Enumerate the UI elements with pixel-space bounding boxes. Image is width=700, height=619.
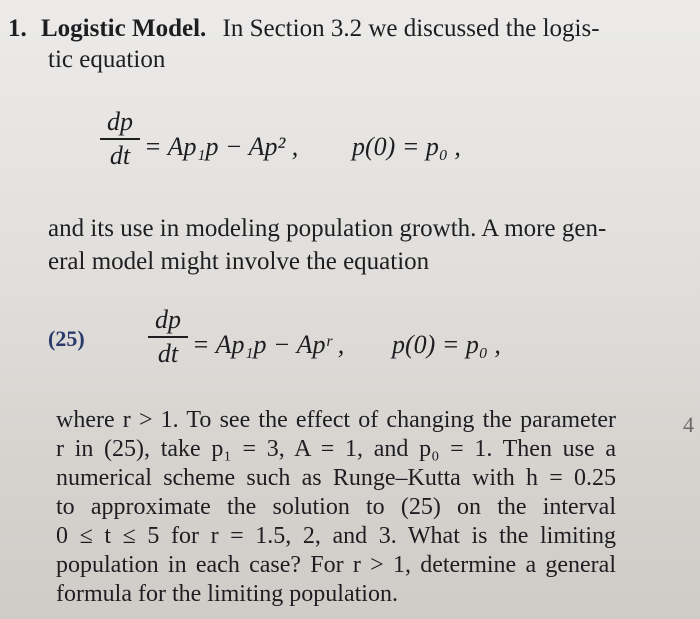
paragraph-line: r in (25), take p₁ = 3, A = 1, and p₀ = 1. Then use a: [56, 436, 616, 462]
fraction-bar: [148, 336, 188, 338]
paragraph-line: to approximate the solution to (25) on the interval: [56, 494, 616, 520]
equation-number-label: (25): [48, 326, 85, 351]
fraction-numerator: dp: [107, 107, 133, 136]
paragraph-line: formula for the limiting population.: [56, 581, 398, 607]
paragraph-line: where r > 1. To see the effect of changing the parameter: [56, 407, 616, 433]
initial-condition: p(0) = p₀ ,: [352, 132, 461, 161]
intro-text-line1: In Section 3.2 we discussed the logis-: [222, 15, 600, 42]
intro-text-line2: tic equation: [48, 46, 166, 73]
margin-fragment: 4: [683, 412, 694, 437]
fraction-numerator: dp: [155, 305, 181, 334]
derivative-fraction: [148, 306, 188, 368]
initial-condition: p(0) = p₀ ,: [392, 330, 501, 359]
problem-number: 1.: [8, 15, 27, 42]
paragraph-line: population in each case? For r > 1, determine a general: [56, 552, 616, 578]
paragraph-line: 0 ≤ t ≤ 5 for r = 1.5, 2, and 3. What is the limiting: [56, 523, 616, 549]
equation-rhs: = Ap₁p − Ap² ,: [144, 132, 299, 161]
problem-instructions: [56, 406, 616, 609]
fraction-denominator: dt: [109, 141, 131, 170]
equation-rhs: = Ap₁p − Apʳ ,: [192, 330, 345, 359]
fraction-bar: [100, 138, 140, 140]
paragraph-line: and its use in modeling population growth. A more gen-: [48, 215, 607, 242]
paragraph-line: eral model might involve the equation: [48, 248, 430, 275]
problem-title: Logistic Model.: [41, 15, 207, 42]
derivative-fraction: [100, 108, 140, 170]
fraction-denominator: dt: [157, 339, 179, 368]
problem-heading: [8, 14, 600, 44]
paragraph-line: numerical scheme such as Runge–Kutta with h = 0.25: [56, 465, 616, 491]
